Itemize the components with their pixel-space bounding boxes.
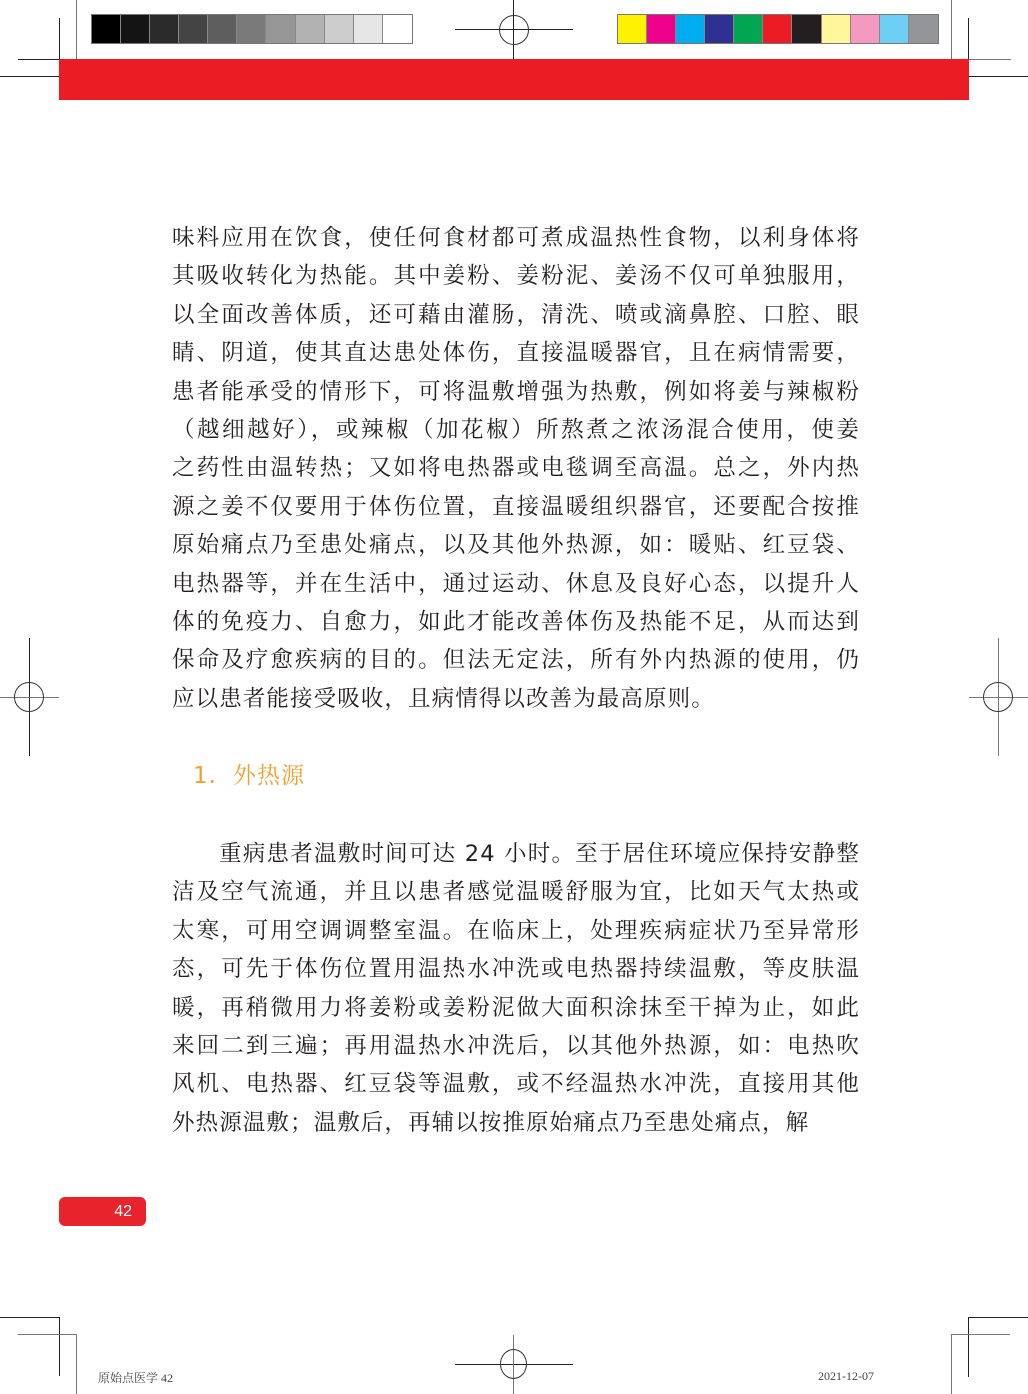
color-swatch	[179, 15, 208, 43]
body-paragraph-2	[172, 835, 860, 1142]
color-calibration-bar	[617, 14, 939, 44]
text-line: 应以患者能接受吸收，且病情得以改善为最高原则。	[172, 685, 715, 712]
crop-mark-bottom-left-v1	[59, 1317, 60, 1376]
text-line: 以全面改善体质，还可藉由灌肠，清洗、喷或滴鼻腔、口腔、眼	[172, 301, 860, 328]
text-line: 风机、电热器、红豆袋等温敷，或不经温热水冲洗，直接用其他	[172, 1071, 860, 1098]
crop-mark-top-right-h1	[969, 59, 1011, 60]
text-line: 原始痛点乃至患处痛点，以及其他外热源，如：暖贴、红豆袋、	[172, 532, 860, 559]
crop-mark-top-left-h2	[0, 76, 59, 77]
color-swatch	[676, 15, 705, 43]
text-line: 暖，再稍微用力将姜粉或姜粉泥做大面积涂抹至干掉为止，如此	[172, 994, 860, 1021]
text-line: 来回二到三遍；再用温热水冲洗后，以其他外热源，如：电热吹	[172, 1032, 860, 1059]
text-line: 之药性由温转热；又如将电热器或电毯调至高温。总之，外内热	[172, 455, 860, 482]
text-line: 外热源温敷；温敷后，再辅以按推原始痛点乃至患处痛点，解	[172, 1109, 810, 1136]
color-swatch	[208, 15, 237, 43]
crop-mark-top-left-h1	[18, 59, 60, 60]
crop-mark-bottom-left-h2	[18, 1334, 77, 1335]
text-line: 保命及疗愈疾病的目的。但法无定法，所有外内热源的使用，仍	[172, 647, 860, 674]
color-swatch	[880, 15, 909, 43]
color-swatch	[705, 15, 734, 43]
crop-mark-bottom-left-v2	[76, 1334, 77, 1394]
crop-mark-top-left-v1	[59, 18, 60, 60]
color-swatch	[792, 15, 821, 43]
crop-mark-top-right-h2	[969, 76, 1028, 77]
text-line: 太寒，可用空调调整室温。在临床上，处理疾病症状乃至异常形	[172, 917, 860, 944]
page-number-badge: 42	[59, 1197, 146, 1226]
color-swatch	[92, 15, 121, 43]
text-line: 洁及空气流通，并且以患者感觉温暖舒服为宜，比如天气太热或	[172, 879, 860, 906]
color-swatch	[121, 15, 150, 43]
text-line: 味料应用在饮食，使任何食材都可煮成温热性食物，以利身体将	[172, 225, 860, 251]
color-swatch	[150, 15, 179, 43]
section-title: 外热源	[232, 763, 305, 789]
text-line: 电热器等，并在生活中，通过运动、休息及良好心态，以提升人	[172, 570, 860, 597]
grayscale-calibration-bar	[91, 14, 413, 44]
color-swatch	[647, 15, 676, 43]
color-swatch	[763, 15, 792, 43]
color-swatch	[266, 15, 295, 43]
crop-mark-bottom-right-v2	[951, 1334, 952, 1394]
header-band	[59, 59, 969, 100]
footer-slug-title: 原始点医学 42	[98, 1371, 174, 1385]
crop-mark-bottom-left-h1	[0, 1317, 59, 1318]
text-line: 患者能承受的情形下，可将温敷增强为热敷，例如将姜与辣椒粉	[172, 378, 860, 405]
color-swatch	[851, 15, 880, 43]
color-swatch	[325, 15, 354, 43]
footer-slug-date: 2021-12-07	[818, 1369, 874, 1383]
color-swatch	[909, 15, 938, 43]
section-number: 1.	[193, 763, 217, 789]
color-swatch	[618, 15, 647, 43]
color-swatch	[237, 15, 266, 43]
section-heading	[193, 757, 305, 790]
crop-mark-top-right-v1	[951, 0, 952, 59]
color-swatch	[734, 15, 763, 43]
crop-mark-bottom-right-v1	[968, 1317, 969, 1377]
text-line: 其吸收转化为热能。其中姜粉、姜粉泥、姜汤不仅可单独服用，	[172, 263, 860, 290]
color-swatch	[822, 15, 851, 43]
text-line: 态，可先于体伤位置用温热水冲洗或电热器持续温敷，等皮肤温	[172, 956, 860, 983]
text-line: 重病患者温敷时间可达 24 小时。至于居住环境应保持安静整	[219, 841, 860, 867]
color-swatch	[383, 15, 412, 43]
color-swatch	[354, 15, 383, 43]
color-swatch	[296, 15, 325, 43]
crop-mark-bottom-right-h1	[968, 1317, 1028, 1318]
body-paragraph-1	[172, 219, 860, 718]
crop-mark-bottom-right-h2	[951, 1334, 1010, 1335]
text-line: 体的免疫力、自愈力，如此才能改善体伤及热能不足，从而达到	[172, 608, 860, 635]
text-line: （越细越好），或辣椒（加花椒）所熬煮之浓汤混合使用，使姜	[172, 416, 860, 443]
text-line: 睛、阴道，使其直达患处体伤，直接温暖器官，且在病情需要，	[172, 340, 860, 367]
text-line: 源之姜不仅要用于体伤位置，直接温暖组织器官，还要配合按推	[172, 493, 860, 520]
crop-mark-top-left-v2	[76, 0, 77, 59]
